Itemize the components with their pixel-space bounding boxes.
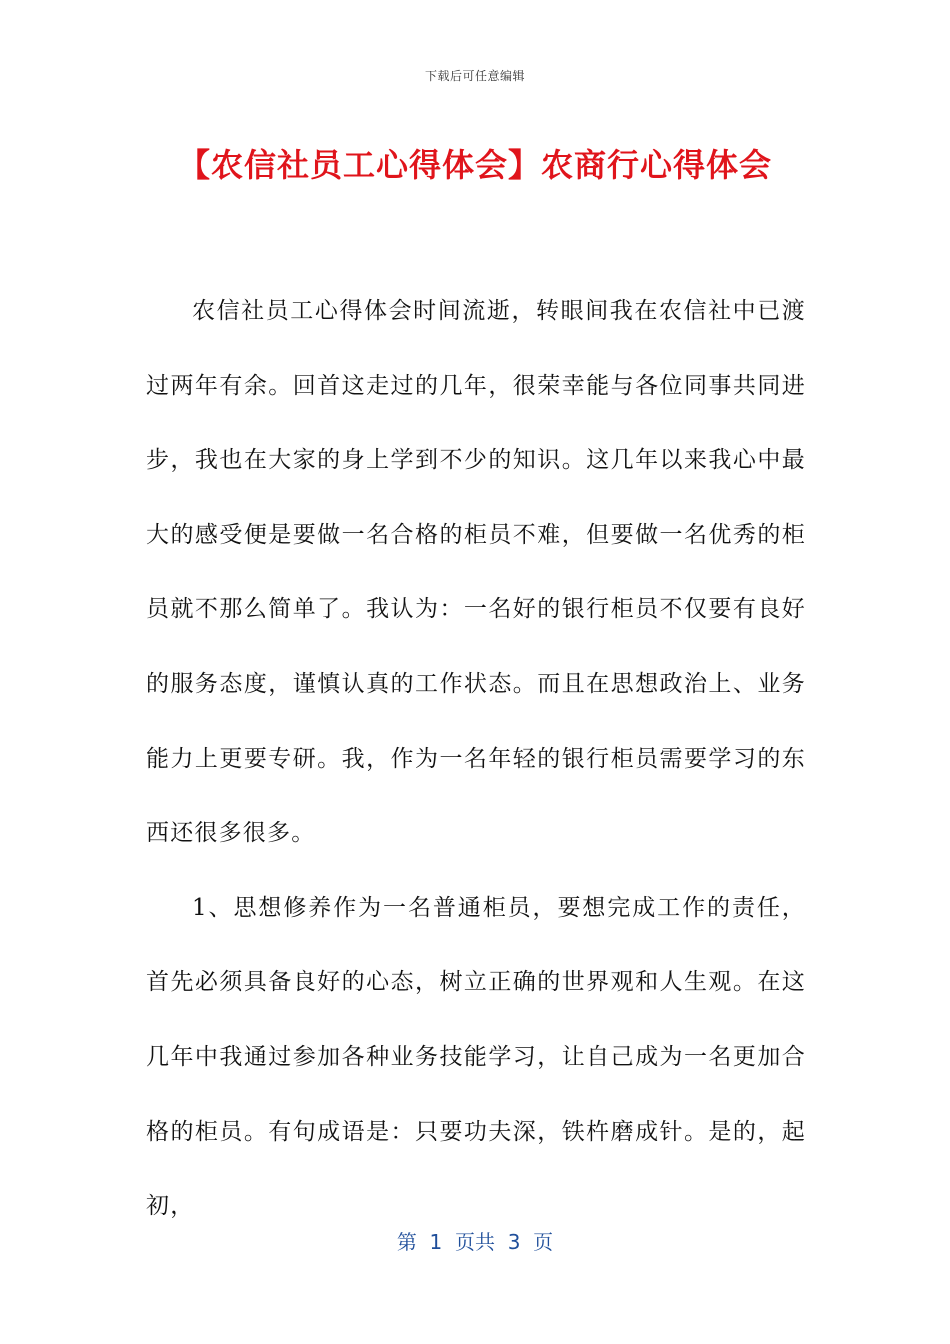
page-number-footer: 第 1 页共 3 页 <box>396 1230 554 1254</box>
header-note: 下载后可任意编辑 <box>424 69 525 83</box>
document-title: 【农信社员工心得体会】农商行心得体会 <box>177 146 772 184</box>
paragraph: 农信社员工心得体会时间流逝，转眼间我在农信社中已渡过两年有余。回首这走过的几年，很荣幸能与各位同事共同进步，我也在大家的身上学到不少的知识。这几年以来我心中最大的感受便是要做一名合格的柜员不难，但要做一名优秀的柜员就不那么简单了。我认为：一名好的银行柜员不仅要有良好的服务态度，谨慎认真的工作状态。而且在思想政治上、业务能力上更要专研。我，作为一名年轻的银行柜员需要学习的东西还很多很多。 <box>146 298 806 847</box>
paragraph: 1、思想修养作为一名普通柜员，要想完成工作的责任，首先必须具备良好的心态，树立正确的世界观和人生观。在这几年中我通过参加各种业务技能学习，让自己成为一名更加合格的柜员。有句成语是：只要功夫深，铁杵磨成针。是的，起初， <box>146 894 806 1220</box>
document-body <box>146 274 806 1244</box>
